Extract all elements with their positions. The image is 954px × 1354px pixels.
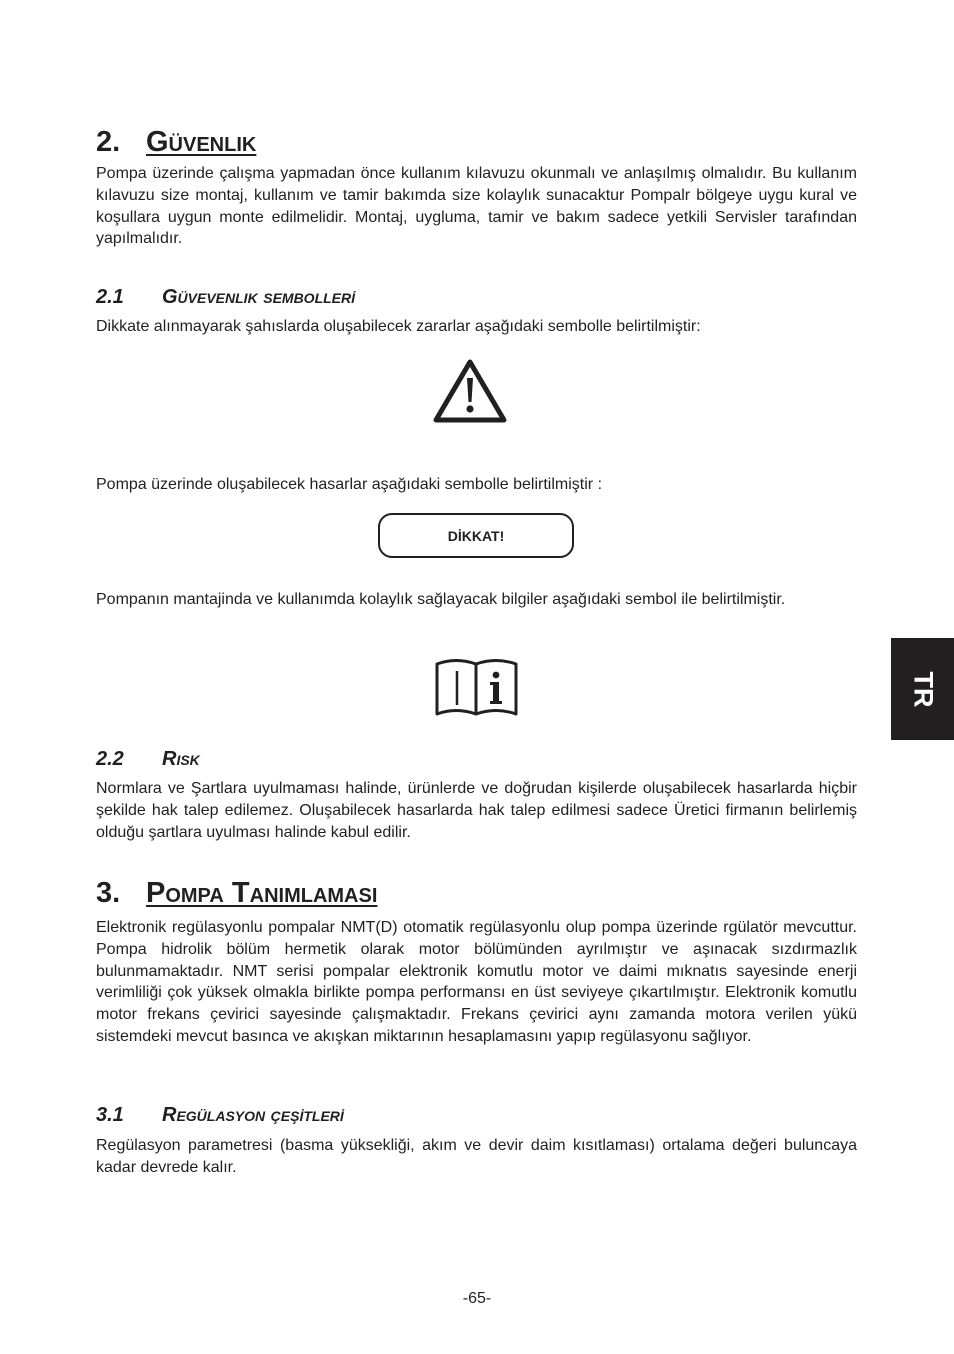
section-number: 3. bbox=[96, 877, 121, 909]
damage-text-block bbox=[96, 474, 857, 496]
info-text: Pompanın mantajinda ve kullanımda kolaylık sağlayacak bilgiler aşağıdaki sembol ile belirtilmiştir. bbox=[96, 591, 786, 608]
section-title: Pompa Tanimlamasi bbox=[146, 877, 378, 909]
section-2-paragraph: Pompa üzerinde çalışma yapmadan önce kullanım kılavuzu okunmalı ve anlaşılmış olmalıdır. Bu kullanım kılavuzu size montaj, kullanım ve tamir bakımda size kolaylık sunacaktur Pompalr bölgeye uygu kural ve koşullara uygun monte edilmelidir. Montaj, uygluma, tamir ve bakım sadece yetkili Servisler tarafından yapılmalıdır. bbox=[96, 165, 857, 248]
info-text-block bbox=[96, 589, 857, 611]
section-title: Güvevenlik sembolleri̇ bbox=[162, 286, 356, 308]
section-2-1-heading bbox=[96, 285, 355, 309]
section-3-paragraph: Elektronik regülasyonlu pompalar NMT(D) otomatik regülasyonlu olup pompa üzerinde rgülatör mevcuttur. Pompa hidrolik bölüm hermetik olarak motor bölümünden ayrılmıştır ve aşınacak sızdırmazlık bulunmamaktadır. NMT serisi pompalar elektronik komutlu motor ve daimi mıknatıs sayesinde enerji verimliliği çok yüksek olmakla birlikte pompa performansı en üst seviyeye çıkartılmıştır. Elektronik komutlu motor frekans çevirici sayesinde çalışmaktadır. Frekans çevirici aynı zamanda motora verilen yükü sistemdeki mevcut basınca ve akışkan miktarının hesaplamasını yapıp regülasyonu sağlıyor. bbox=[96, 919, 857, 1045]
intro-text: Dikkate alınmayarak şahıslarda oluşabilecek zararlar aşağıdaki sembolle belirtilmiştir: bbox=[96, 318, 701, 335]
section-title: Regülasyon çeşi̇tleri̇ bbox=[162, 1104, 344, 1126]
manual-info-icon bbox=[434, 657, 519, 719]
section-number: 2.2 bbox=[96, 748, 124, 770]
section-2-body bbox=[96, 163, 857, 250]
section-title: Güvenlik bbox=[146, 126, 257, 158]
section-3-body bbox=[96, 917, 857, 1048]
section-2-2-heading bbox=[96, 747, 200, 771]
section-2-1-intro bbox=[96, 316, 857, 338]
section-2-2-body bbox=[96, 778, 857, 843]
section-number: 2.1 bbox=[96, 286, 124, 308]
damage-text: Pompa üzerinde oluşabilecek hasarlar aşağıdaki sembolle belirtilmiştir : bbox=[96, 476, 603, 493]
section-3-1-heading bbox=[96, 1103, 344, 1127]
section-2-2-paragraph: Normlara ve Şartlara uyulmaması halinde, ürünlerde ve doğrudan kişilerde oluşabilecek hasarlarda hiçbir şekilde hak talep edilemez. Oluşabilecek hasarlarda hak talep edilmesi sadece Üretici firmanın belirlemiş olduğu şartlara uyulması halinde kabul edilir. bbox=[96, 780, 857, 841]
page-number: -65- bbox=[462, 1290, 492, 1307]
section-3-1-paragraph: Regülasyon parametresi (basma yüksekliği, akım ve devir daim kısıtlaması) ortalama değeri buluncaya kadar devrede kalır. bbox=[96, 1137, 857, 1176]
warning-triangle-icon bbox=[433, 358, 507, 424]
section-2-heading bbox=[96, 126, 256, 158]
language-tab-label: TR bbox=[908, 671, 938, 707]
language-tab bbox=[891, 638, 954, 740]
section-number: 3.1 bbox=[96, 1104, 124, 1126]
section-title: Risk bbox=[162, 748, 200, 770]
section-3-1-body bbox=[96, 1135, 857, 1179]
dikkat-symbol-box bbox=[378, 513, 574, 558]
section-number: 2. bbox=[96, 126, 121, 158]
dikkat-label: DİKKAT! bbox=[447, 527, 505, 544]
section-3-heading bbox=[96, 877, 377, 909]
